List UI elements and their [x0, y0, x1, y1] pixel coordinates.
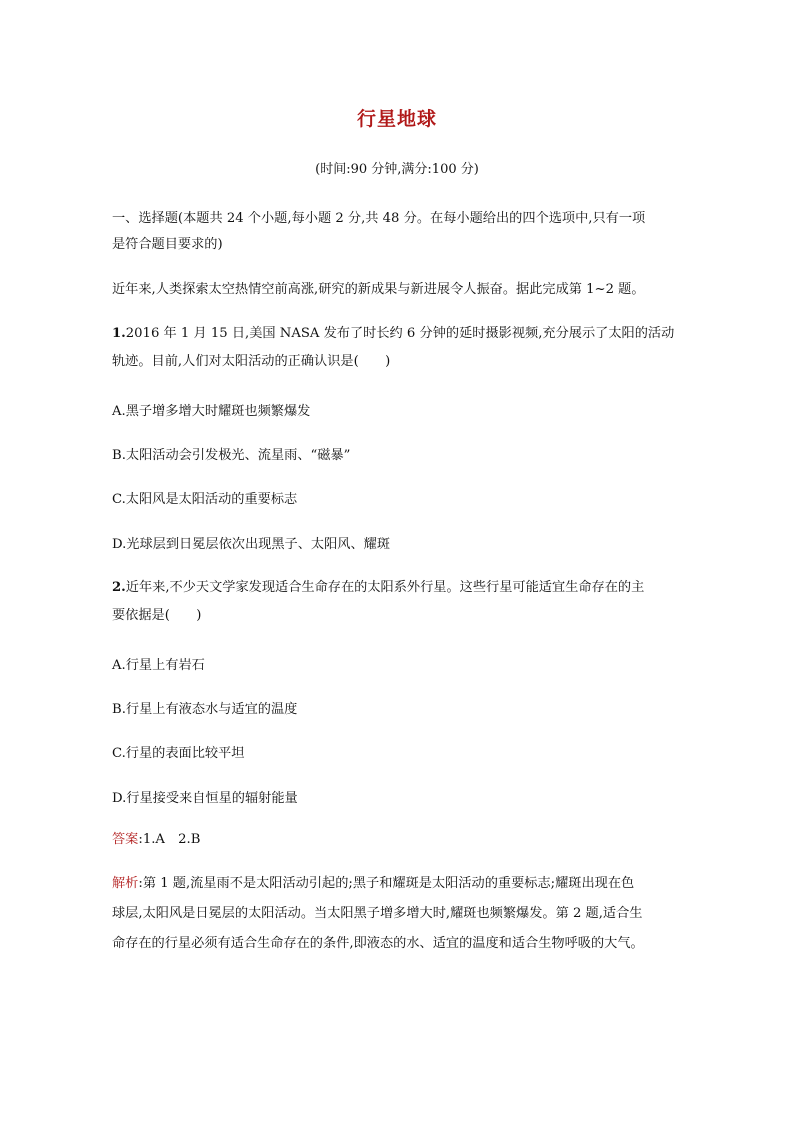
question-1-stem-line-2: 轨迹。目前,人们对太阳活动的正确认识是( ): [112, 354, 391, 369]
analysis-line-1: [112, 874, 712, 894]
question-1-option-c: C.太阳风是太阳活动的重要标志: [112, 492, 298, 507]
intro-text: 近年来,人类探索太空热情空前高涨,研究的新成果与新进展令人振奋。据此完成第 1~2 题。: [112, 282, 645, 297]
question-2-number: 2.: [112, 580, 126, 595]
question-1-option-b: B.太阳活动会引发极光、流星雨、“磁暴”: [112, 448, 351, 463]
analysis-label: 解析: [112, 876, 139, 891]
question-2-stem-line-2: 要依据是( ): [112, 608, 202, 623]
question-1-stem-line-1: [112, 324, 712, 344]
page-title: 行星地球: [356, 108, 437, 130]
question-2-stem-line-1: [112, 578, 712, 598]
analysis-line-2: 球层,太阳风是日冕层的太阳活动。当太阳黑子增多增大时,耀斑也频繁爆发。第 2 题,适合生: [112, 906, 643, 921]
answer-text: :1.A 2.B: [138, 832, 201, 847]
exam-info: (时间:90 分钟,满分:100 分): [315, 162, 479, 177]
question-1-option-d: D.光球层到日冕层依次出现黑子、太阳风、耀斑: [112, 537, 391, 552]
question-2-stem-text-1: 近年来,不少天文学家发现适合生命存在的太阳系外行星。这些行星可能适宜生命存在的主: [125, 580, 645, 595]
analysis-text-1: :第 1 题,流星雨不是太阳活动引起的;黑子和耀斑是太阳活动的重要标志;耀斑出现在色: [138, 876, 635, 891]
question-1-stem-text-1: 2016 年 1 月 15 日,美国 NASA 发布了时长约 6 分钟的延时摄影视频,充分展示了太阳的活动: [125, 326, 675, 341]
answer-label: 答案: [112, 832, 139, 847]
analysis-line-3: 命存在的行星必须有适合生命存在的条件,即液态的水、适宜的温度和适合生物呼吸的大气。: [112, 936, 644, 951]
question-2-option-c: C.行星的表面比较平坦: [112, 746, 245, 761]
answer-line: [112, 830, 712, 850]
section-heading-line-1: 一、选择题(本题共 24 个小题,每小题 2 分,共 48 分。在每小题给出的四个选项中,只有一项: [112, 211, 646, 226]
question-2-option-a: A.行星上有岩石: [112, 658, 205, 673]
section-heading-line-2: 是符合题目要求的): [112, 237, 223, 252]
question-2-option-b: B.行星上有液态水与适宜的温度: [112, 702, 298, 717]
question-1-number: 1.: [112, 326, 126, 341]
question-2-option-d: D.行星接受来自恒星的辐射能量: [112, 791, 298, 806]
question-1-option-a: A.黑子增多增大时耀斑也频繁爆发: [112, 404, 311, 419]
